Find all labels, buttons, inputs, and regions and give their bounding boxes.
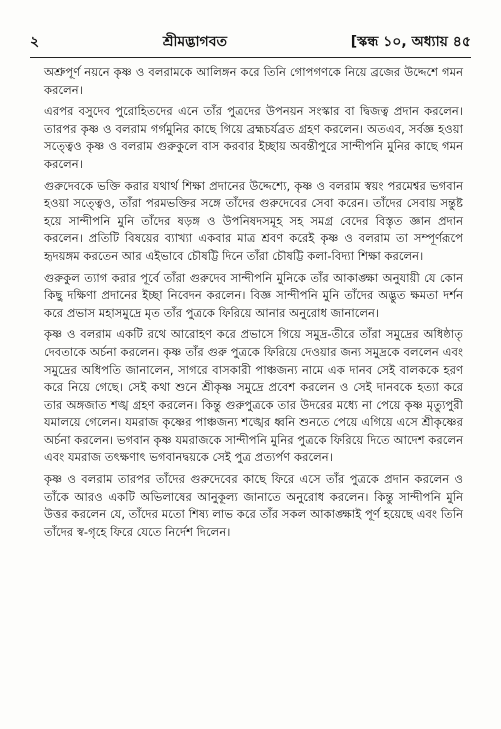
chapter-reference: [স্কন্ধ ১০, অধ্যায় ৪৫: [350, 34, 471, 50]
paragraph: কৃষ্ণ ও বলরাম তারপর তাঁদের গুরুদেবের কাছে ফিরে এসে তাঁর পুত্রকে প্রদান করলেন ও তাঁকে আরও একটি অভিলাষের আনুকূল্য জানাতে অনুরোধ করলেন। কিন্তু সান্দীপনি মুনি উত্তর করলেন যে, তাঁদের মতো শিষ্য লাভ করে তাঁর সকল আকাঙ্ক্ষাই পূর্ণ হয়েছে এবং তিনি তাঁদের স্ব-গৃহে ফিরে যেতে নির্দেশ দিলেন।: [44, 472, 463, 539]
page-number: ২: [30, 34, 40, 50]
header-rule: [30, 57, 471, 58]
book-title: শ্রীমদ্ভাগবত: [162, 34, 228, 50]
running-header: [30, 30, 471, 54]
paragraph: কৃষ্ণ ও বলরাম একটি রথে আরোহণ করে প্রভাসে গিয়ে সমুদ্র-তীরে তাঁরা সমুদ্রের অধিষ্ঠাতৃ দেবতাকে অর্চনা করলেন। কৃষ্ণ তাঁর গুরু পুত্রকে ফিরিয়ে দেওয়ার জন্য সমুদ্রকে বললেন এবং সমুদ্রের অধিপতি জানালেন, সাগরে বাসকারী পাঞ্চজন্য নামে এক দানব সেই বালককে হরণ করে নিয়ে গেছে। সেই কথা শুনে শ্রীকৃষ্ণ সমুদ্রে প্রবেশ করলেন ও সেই দানবকে হত্যা করে তার অঙ্গজাত শঙ্খ গ্রহণ করলেন। কিন্তু গুরুপুত্রকে তার উদরের মধ্যে না পেয়ে কৃষ্ণ মৃত্যুপুরী যমালয়ে গেলেন। যমরাজ কৃষ্ণের পাঞ্চজন্য শঙ্খের ধ্বনি শুনতে পেয়ে এগিয়ে এসে শ্রীকৃষ্ণের অর্চনা করলেন। ভগবান কৃষ্ণ যমরাজকে সান্দীপনি মুনির পুত্রকে ফিরিয়ে দিতে আদেশ করলেন এবং যমরাজ তৎক্ষণাৎ ভগবানদ্বয়কে সেই পুত্র প্রত্যর্পণ করলেন।: [44, 327, 463, 465]
paragraph: গুরুকুল ত্যাগ করার পূর্বে তাঁরা গুরুদেব সান্দীপনি মুনিকে তাঁর আকাঙ্ক্ষা অনুযায়ী যে কোন কিছু দক্ষিণা প্রদানের ইচ্ছা নিবেদন করলেন। বিজ্ঞ সান্দীপনি মুনি তাঁদের অদ্ভুত ক্ষমতা দর্শন করে প্রভাস মহাসমুদ্রে মৃত তাঁর পুত্রকে ফিরিয়ে আনার অনুরোধ জানালেন।: [44, 270, 463, 320]
page-body: [44, 64, 463, 545]
paragraph: গুরুদেবকে ভক্তি করার যথার্থ শিক্ষা প্রদানের উদ্দেশ্যে, কৃষ্ণ ও বলরাম স্বয়ং পরমেশ্বর ভগবান হওয়া সত্ত্বেও, তাঁরা পরমভক্তির সঙ্গে তাঁদের গুরুদেবের সেবা করেন। তাঁদের সেবায় সন্তুষ্ট হয়ে সান্দীপনি মুনি তাঁদের ষড়ঙ্গ ও উপনিষদসমূহ সহ সমগ্র বেদের বিস্তৃত জ্ঞান প্রদান করলেন। প্রতিটি বিষয়ের ব্যাখ্যা একবার মাত্র শ্রবণ করেই কৃষ্ণ ও বলরাম তা সম্পূর্ণরূপে হৃদয়ঙ্গম করতেন আর এইভাবে চৌষট্টি দিনে তাঁরা চৌষট্টি কলা-বিদ্যা শিক্ষা করলেন।: [44, 178, 463, 263]
paragraph: এরপর বসুদেব পুরোহিতদের এনে তাঁর পুত্রদের উপনয়ন সংস্কার বা দ্বিজত্ব প্রদান করলেন। তারপর কৃষ্ণ ও বলরাম গর্গমুনির কাছে গিয়ে ব্রহ্মচর্যব্রত গ্রহণ করলেন। অতএব, সর্বজ্ঞ হওয়া সত্ত্বেও কৃষ্ণ ও বলরাম গুরুকুলে বাস করবার ইচ্ছায় অবন্তীপুরে সান্দীপনি মুনির কাছে গমন করলেন।: [44, 104, 463, 171]
paragraph: অশ্রুপূর্ণ নয়নে কৃষ্ণ ও বলরামকে আলিঙ্গন করে তিনি গোপগণকে নিয়ে ব্রজের উদ্দেশে গমন করলেন।: [44, 65, 463, 97]
